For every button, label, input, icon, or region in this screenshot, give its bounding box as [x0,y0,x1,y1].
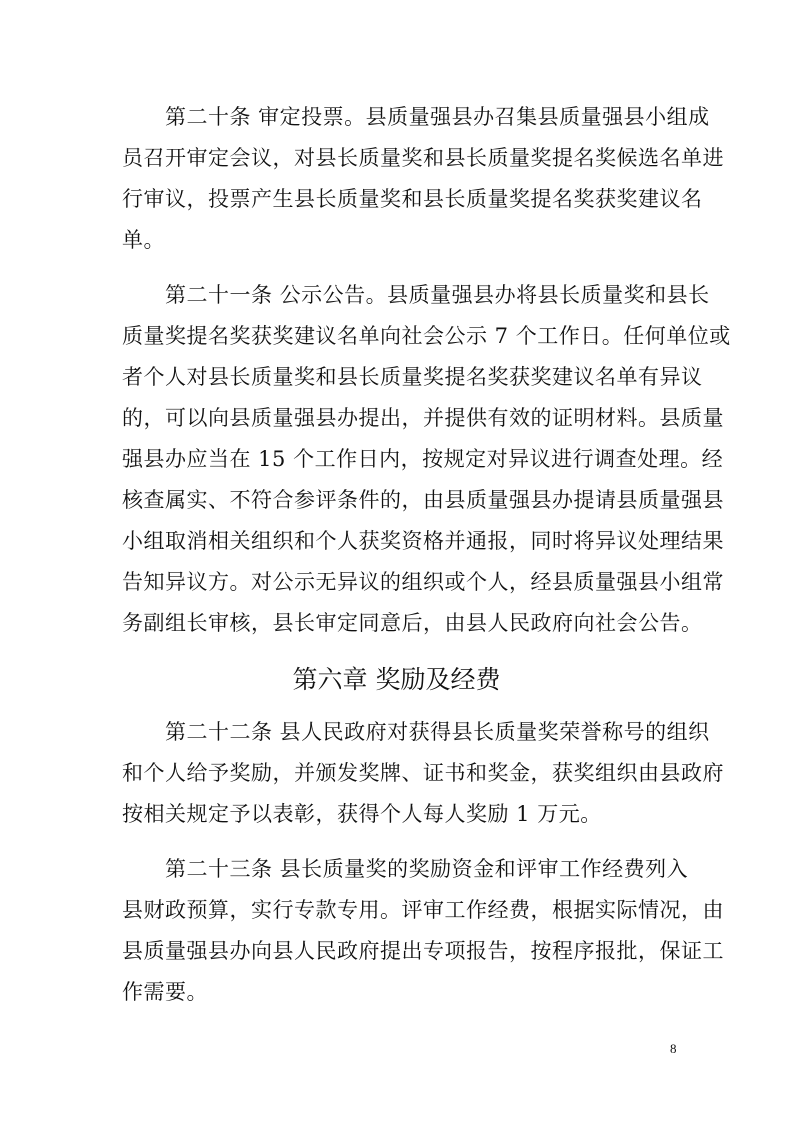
article-22-line-2: 和个人给予奖励，并颁发奖牌、证书和奖金，获奖组织由县政府 [122,761,724,785]
article-21-line-5: 强县办应当在 15 个工作日内，按规定对异议进行调查处理。经 [122,447,724,471]
article-21-line-6: 核查属实、不符合参评条件的，由县质量强县办提请县质量强县 [122,488,724,512]
article-20-line-3: 行审议，投票产生县长质量奖和县长质量奖提名奖获奖建议名 [122,187,703,211]
article-20-line-1: 第二十条 审定投票。县质量强县办召集县质量强县小组成 [122,105,710,129]
page-number: 8 [670,1041,677,1056]
article-23-line-3: 县质量强县办向县人民政府提出专项报告，按程序报批，保证工 [122,939,724,963]
article-20-line-2: 员召开审定会议，对县长质量奖和县长质量奖提名奖候选名单进 [122,146,724,170]
article-21-line-8: 告知异议方。对公示无异议的组织或个人，经县质量强县小组常 [122,570,724,594]
article-23-line-1: 第二十三条 县长质量奖的奖励资金和评审工作经费列入 [122,857,689,881]
article-21-line-7: 小组取消相关组织和个人获奖资格并通报，同时将异议处理结果 [122,529,724,553]
article-21-line-9: 务副组长审核，县长审定同意后，由县人民政府向社会公告。 [122,611,703,635]
article-21-line-1: 第二十一条 公示公告。县质量强县办将县长质量奖和县长 [122,283,710,307]
article-21-line-2: 质量奖提名奖获奖建议名单向社会公示 7 个工作日。任何单位或 [122,324,731,348]
article-22-line-1: 第二十二条 县人民政府对获得县长质量奖荣誉称号的组织 [122,720,710,744]
article-20-line-4: 单。 [122,228,165,252]
article-21-line-4: 的，可以向县质量强县办提出，并提供有效的证明材料。县质量 [122,406,724,430]
article-21-line-3: 者个人对县长质量奖和县长质量奖提名奖获奖建议名单有异议 [122,365,703,389]
article-23-line-2: 县财政预算，实行专款专用。评审工作经费，根据实际情况，由 [122,898,724,922]
chapter-heading: 第六章 奖励及经费 [292,665,501,694]
article-22-line-3: 按相关规定予以表彰，获得个人每人奖励 1 万元。 [122,802,602,826]
article-23-line-4: 作需要。 [122,980,208,1004]
